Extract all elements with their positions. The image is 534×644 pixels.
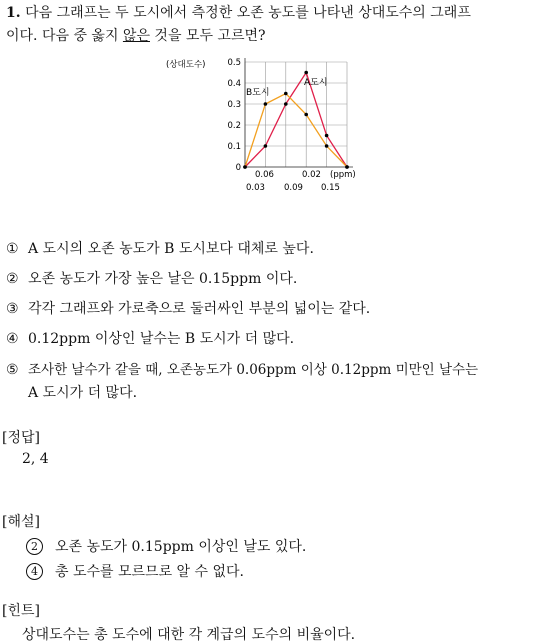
choice-text-5: 조사한 날수가 같을 때, 오존농도가 0.06ppm 이상 0.12ppm 미만인 날수는 (28, 362, 479, 378)
x-tick-0-03: 0.03 (246, 183, 265, 193)
choice-text-3: 각각 그래프와 가로축으로 둘러싸인 부분의 넓이는 같다. (28, 301, 371, 317)
answer-label: [정답] (2, 430, 40, 446)
explanation-item-2 (26, 561, 244, 581)
y-tick-label: 0 (235, 163, 241, 173)
data-point (284, 92, 288, 96)
y-tick-label: 0.3 (227, 100, 241, 110)
data-point (304, 113, 308, 117)
question-text-1: 다음 그래프는 두 도시에서 측정한 오존 농도를 나타낸 상대도수의 그래프 (25, 5, 471, 21)
relative-frequency-chart (160, 52, 375, 197)
y-axis-label: (상대도수) (166, 60, 206, 70)
x-axis-unit: (ppm) (330, 170, 356, 180)
question-underlined-word: 않은 (122, 28, 150, 44)
x-tick-0-06: 0.06 (255, 170, 274, 180)
explanation-text-1: 오존 농도가 0.15ppm 이상인 날도 있다. (55, 539, 307, 555)
x-tick-0-15: 0.15 (321, 183, 340, 193)
data-point (284, 102, 288, 106)
choice-text-2: 오존 농도가 가장 높은 날은 0.15ppm 이다. (28, 271, 298, 287)
question-text-2b: 것을 모두 고르면? (149, 28, 266, 44)
choice-text-4: 0.12ppm 이상인 날수는 B 도시가 더 많다. (28, 331, 295, 347)
choice-mark-2: ② (6, 271, 19, 287)
series-line-b (245, 94, 347, 168)
choice-2[interactable] (6, 268, 297, 288)
data-point (243, 165, 247, 169)
data-point (264, 144, 268, 148)
hint-text: 상대도수는 총 도수에 대한 각 계급의 도수의 비율이다. (22, 627, 356, 643)
choice-mark-5: ⑤ (6, 362, 19, 378)
series-label-a: A도시 (304, 78, 328, 88)
x-tick-0-02: 0.02 (302, 170, 321, 180)
series-label-b: B도시 (246, 88, 270, 98)
question-number: 1. (6, 5, 21, 21)
circled-two-icon: 2 (26, 538, 43, 555)
y-tick-label: 0.2 (227, 121, 241, 131)
question-line-1 (6, 2, 471, 22)
choice-text-1: A 도시의 오존 농도가 B 도시보다 대체로 높다. (28, 241, 314, 257)
hint-label: [힌트] (2, 603, 40, 619)
question-text-2a: 이다. 다음 중 옳지 (6, 28, 123, 44)
explanation-text-2: 총 도수를 모르므로 알 수 없다. (55, 564, 244, 580)
data-point (264, 102, 268, 106)
answer-value: 2, 4 (22, 451, 49, 467)
chart-series (243, 71, 349, 169)
choice-1[interactable] (6, 238, 314, 258)
circled-four-icon: 4 (26, 563, 43, 580)
y-axis-ticks (227, 58, 241, 173)
choice-mark-3: ③ (6, 301, 19, 317)
choice-5-continued: A 도시가 더 많다. (28, 385, 138, 401)
x-tick-0-09: 0.09 (284, 183, 303, 193)
choice-5[interactable] (6, 358, 532, 378)
y-tick-label: 0.4 (227, 79, 241, 89)
data-point (304, 71, 308, 75)
data-point (325, 134, 329, 138)
choice-mark-1: ① (6, 241, 19, 257)
question-line-2 (6, 25, 266, 45)
data-point (325, 144, 329, 148)
explanation-label: [해설] (2, 514, 40, 530)
choice-4[interactable] (6, 328, 294, 348)
y-tick-label: 0.1 (227, 142, 241, 152)
data-point (345, 165, 349, 169)
choice-3[interactable] (6, 298, 370, 318)
explanation-item-1 (26, 536, 306, 556)
y-tick-label: 0.5 (227, 58, 241, 68)
choice-mark-4: ④ (6, 331, 19, 347)
